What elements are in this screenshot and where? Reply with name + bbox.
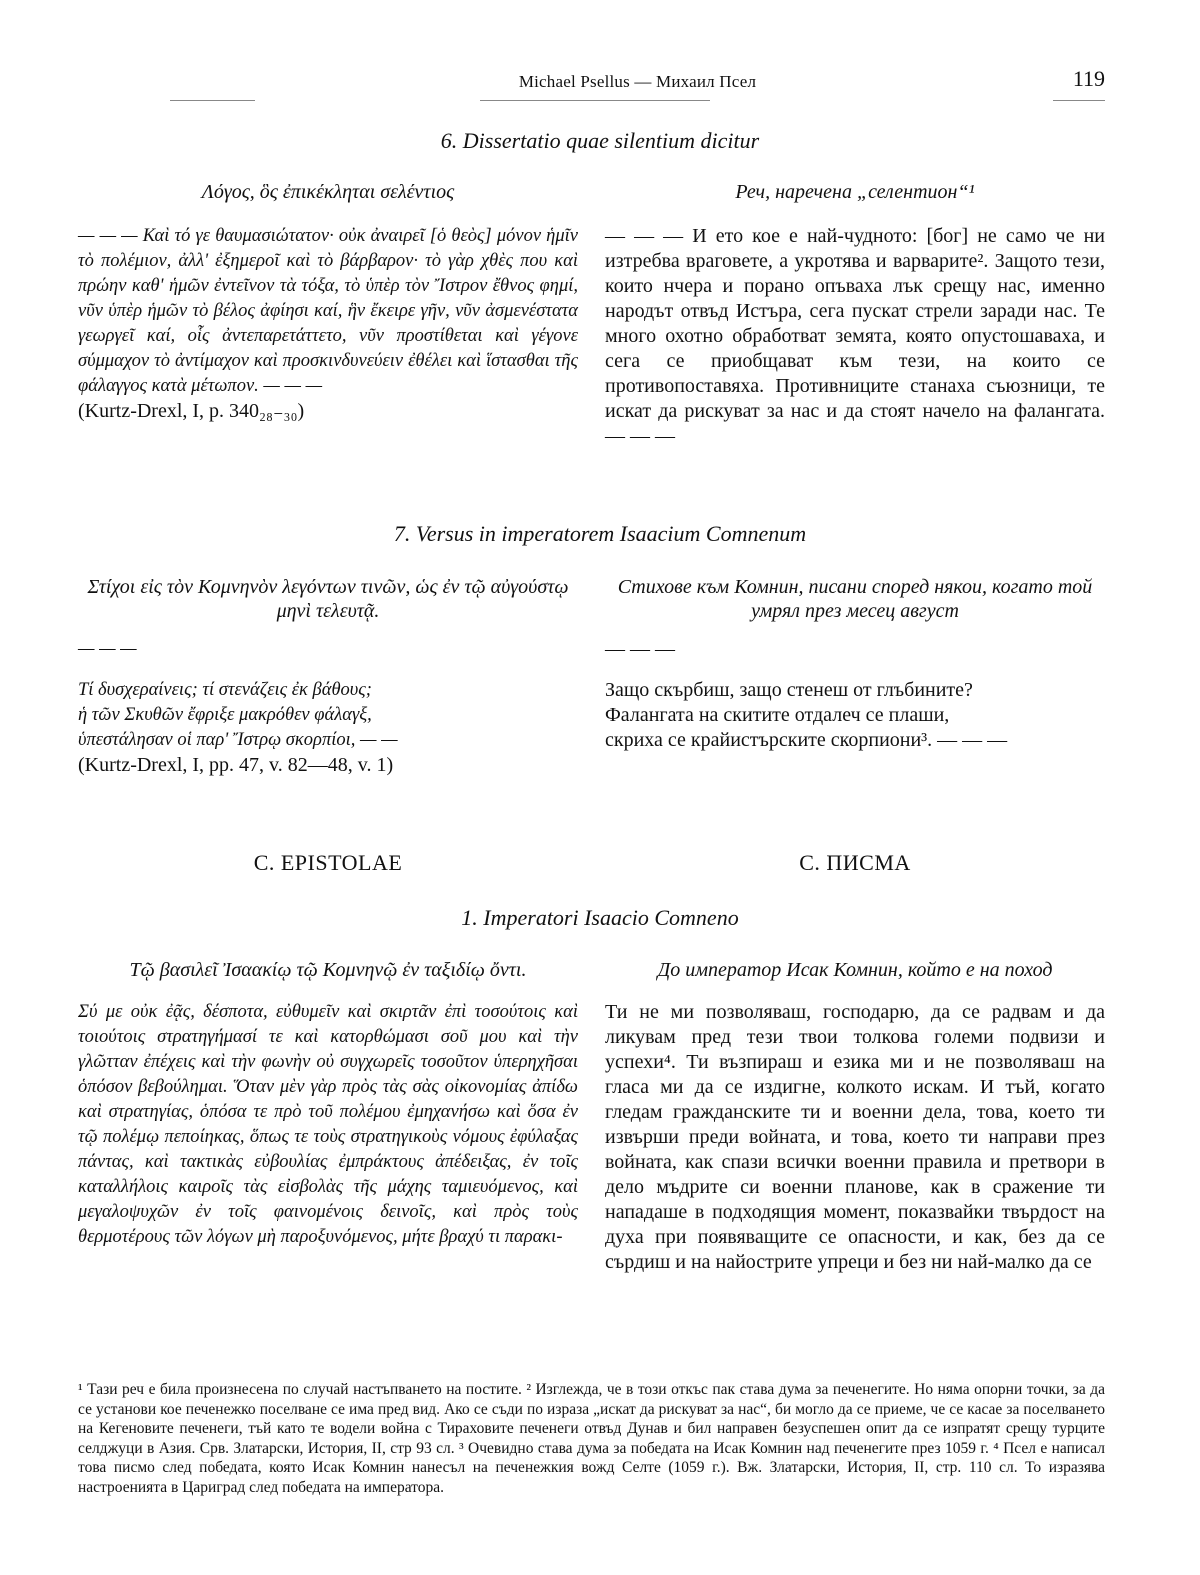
poem-line: Фалангата на скитите отдалеч се плаши, — [605, 704, 950, 726]
section-7-greek-heading: Στίχοι εἰς τὸν Κομνηνὸν λεγόντων τινῶν, ὡς ἐν τῷ αὐγούστῳ μηνὶ τελευτᾷ. — [87, 576, 569, 622]
poem-line: ἡ τῶν Σκυθῶν ἔφριξε μακρόθεν φάλαγξ, — [78, 705, 372, 725]
section-6-bulgarian-text: — — — И ето кое е най-чудното: [бог] не само че ни изтребва враговете, а укротява и варварите². Защото тези, които нчера и порано опъваха лък срещу нас, именно народът отвъд Истъра, сега пускат стрели заради нас. Те много охотно обработват земята, която опустошаваха, и сега се приобщават към тези, на които се противопоставяха. Противниците станаха съюзници, те искат да рискуват за нас и да стоят начело на фалангата. — — — — [605, 225, 1105, 447]
poem-line: Защо скърбиш, защо стенеш от глъбините? — [605, 679, 973, 701]
section-7-greek-column — [78, 575, 578, 778]
section-6-bulgarian-heading: Реч, наречена „селентион“¹ — [735, 181, 975, 203]
running-head — [170, 66, 1105, 106]
section-7-bulgarian-column — [605, 575, 1105, 753]
footnotes — [78, 1380, 1105, 1497]
running-title: Michael Psellus — Михаил Псел — [518, 72, 757, 91]
section-7-greek-reference: (Kurtz-Drexl, I, pp. 47, v. 82—48, v. 1) — [78, 754, 394, 776]
letter-1-greek-column — [78, 958, 578, 1250]
poem-line: скриха се крайистърските скорпиони³. — — — — [605, 729, 1008, 751]
part-c-bulgarian-heading: С. ПИСМА — [799, 850, 911, 875]
header-rule-right — [1053, 100, 1105, 101]
section-6-greek-reference: (Kurtz-Drexl, I, p. 340₂₈₋₃₀) — [78, 400, 305, 422]
section-6-title: 6. Dissertatio quae silentium dicitur — [440, 128, 760, 153]
header-rule-mid — [480, 100, 710, 101]
letter-1-title: 1. Imperatori Isaacio Comneno — [461, 905, 739, 930]
page-number: 119 — [1072, 66, 1105, 91]
section-7-bulgarian-heading: Стихове към Комнин, писани според някои, когато той умрял през месец август — [617, 576, 1093, 622]
section-6-greek-heading: Λόγος, ὃς ἐπικέκληται σελέντιος — [201, 181, 455, 203]
section-6-greek-text: — — — Καὶ τό γε θαυμασιώτατον· οὐκ ἀναιρεῖ [ὁ θεὸς] μόνον ἡμῖν τὸ πολέμιον, ἀλλ' ἐξημεροῖ καὶ τὸ βάρβαρον· τὸ γὰρ χθὲς που καὶ πρώην καθ' ἡμῶν ἐντεῖνον τὰ τόξα, τὸ ὑπὲρ τὸν Ἴστρον ἔθνος φημί, νῦν ὑπὲρ ἡμῶν τὸ βέλος ἀφίησι καί, ἣν ἔκειρε γῆν, νῦν ἀσμενέστατα γεωργεῖ καί, οἷς ἀντεπαρετάττετο, νῦν προστίθεται καὶ γέγονε σύμμαχον τὸ ἀντίμαχον καὶ προσκινδυνεύειν ἐθέλει καὶ ἵστασθαι τῆς φάλαγγος κατὰ μέτωπον. — — — — [78, 226, 578, 396]
letter-1-bulgarian-heading: До император Исак Комнин, който е на поход — [657, 959, 1053, 981]
section-7-bulgarian-dash: — — — — [605, 638, 675, 660]
letter-1-bulgarian-column — [605, 958, 1105, 1275]
poem-line: Τί δυσχεραίνεις; τί στενάζεις ἐκ βάθους; — [78, 680, 372, 700]
section-6-greek-column — [78, 180, 578, 424]
section-7-title: 7. Versus in imperatorem Isaacium Comnenum — [393, 521, 807, 546]
section-6-bulgarian-column — [605, 180, 1105, 449]
section-7-bulgarian-poem — [605, 678, 1105, 753]
section-7-greek-dash: — — — — [78, 639, 137, 659]
header-rule-left — [170, 100, 255, 101]
letter-1-greek-heading: Τῷ βασιλεῖ Ἰσαακίῳ τῷ Κομνηνῷ ἐν ταξιδίῳ ὄντι. — [129, 959, 527, 981]
letter-1-greek-text: Σύ με οὐκ ἐᾷς, δέσποτα, εὐθυμεῖν καὶ σκιρτᾶν ἐπὶ τοσούτοις καὶ τοιούτοις στρατηγήμασί τε καὶ κατορθώμασι σοῦ μου καὶ τὴν γλῶτταν ἐπέχεις καὶ τὴν φωνὴν οὐ συγχωρεῖς τοσοῦτον ὑπερηχῆσαι ὁπόσον βεβούλημαι. Ὅταν μὲν γὰρ πρὸς τὰς σὰς οἰκονομίας ἀπίδω καὶ στρατηγίας, ὁπόσα τε πρὸ τοῦ πολέμου ἐμηχανήσω καὶ ὅσα ἐν τῷ πολέμῳ πεποίηκας, ὅπως τε τοὺς στρατηγικοὺς νόμους ἐφύλαξας πάντας, καὶ τακτικὰς εὐβουλίας ἐμπράκτους ἀπέδειξας, ἐν τοῖς καταλλήλοις καιροῖς τὰς εἰσβολὰς τῆς μάχης ταμιευόμενος, καὶ μεγαλοψυχῶν ἐν τοῖς φαινομένοις δεινοῖς, καὶ πρὸς τοὺς θερμοτέρους τῶν λόγων μὴ παροξυνόμενος, μήτε βραχύ τι παρακι- — [78, 1002, 578, 1247]
poem-line: ὑπεστάλησαν οἱ παρ' Ἴστρῳ σκορπίοι, — — — [78, 730, 398, 750]
section-7-greek-poem — [78, 678, 578, 753]
footnote-block: ¹ Тази реч е била произнесена по случай настъпването на постите. ² Изглежда, че в този откъс пак става дума за печенегите. Но няма опорни точки, за да се установи кое печенежко поселване се има пред вид. Ако се съди по израза „искат да рискуват за нас“, би могло да се приеме, че се касае за поселването на Кегеновите печенеги, тъй като те водели война с Тираховите печенеги отвъд Дунав и бил направен безуспешен опит да се изпратят срещу турците селджуци в Азия. Срв. Златарски, История, II, стр 93 сл. ³ Очевидно става дума за победата на Исак Комнин над печенегите през 1059 г. ⁴ Псел е написал това писмо след победата, която Исак Комнин нанесъл на печенежкия вожд Селте (1059 г.). Вж. Златарски, История, II, стр. 110 сл. То изразява настроенията в Цариград след победата на императора. — [78, 1381, 1105, 1496]
letter-1-bulgarian-text: Ти не ми позволяваш, господарю, да се радвам и да ликувам пред тези твои толкова големи подвизи и успехи⁴. Ти възпираш и езика ми и не позволяваш на гласа ми да се издигне, колкото искам. И тъй, когато гледам гражданските ти и военни дела, това, което ти извърши преди войната, и това, което ти направи през войната, как спази всички военни правила и претвори в дело мъдрите си военни планове, как в сражение ти нападаше в подходящия момент, показвайки твърдост на духа при появяващите се опасности, и как, без да се сърдиш и на найострите упреци и без ни най-малко да се — [605, 1001, 1105, 1273]
part-c-latin-heading: C. EPISTOLAE — [253, 850, 403, 875]
